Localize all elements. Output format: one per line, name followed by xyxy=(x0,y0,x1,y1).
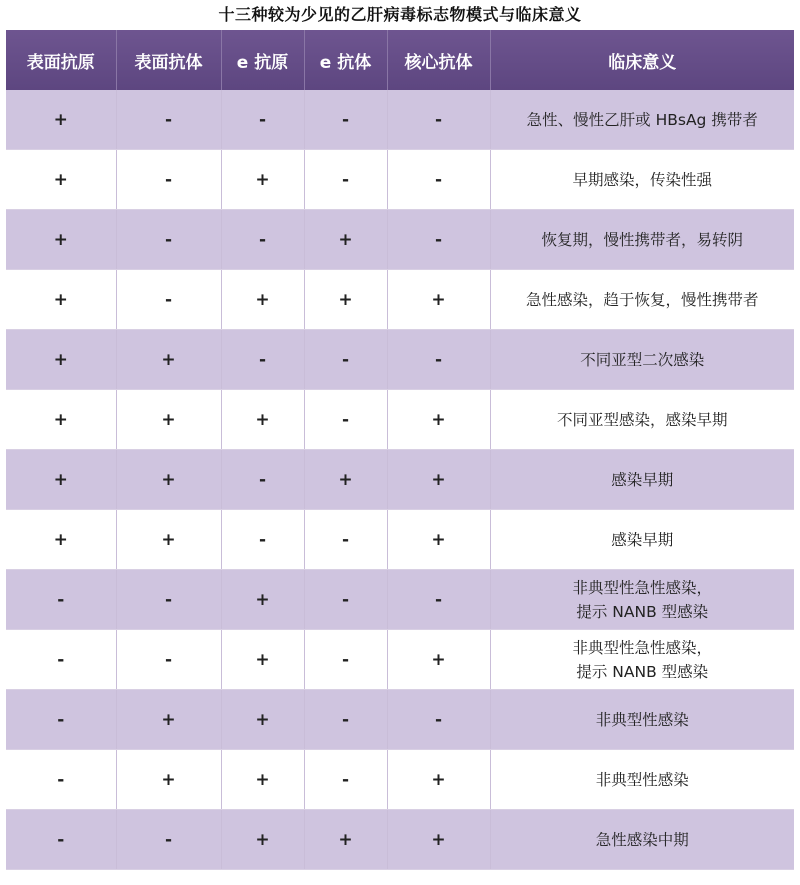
table-row xyxy=(6,690,794,750)
cell-e-antibody: + xyxy=(304,270,387,330)
cell-e-antibody: + xyxy=(304,210,387,270)
cell-core-antibody: + xyxy=(387,510,490,570)
cell-surface-antibody: + xyxy=(116,690,221,750)
cell-surface-antibody: - xyxy=(116,150,221,210)
cell-surface-antigen: - xyxy=(6,630,116,690)
cell-core-antibody: - xyxy=(387,690,490,750)
clinical-meaning-line: 急性感染，趋于恢复，慢性携带者 xyxy=(525,290,759,309)
cell-surface-antigen: + xyxy=(6,270,116,330)
cell-core-antibody: + xyxy=(387,450,490,510)
cell-core-antibody: - xyxy=(387,90,490,150)
cell-surface-antigen: + xyxy=(6,330,116,390)
table-row xyxy=(6,210,794,270)
header-surface-antibody: 表面抗体 xyxy=(116,30,221,90)
clinical-meaning-line: 非典型性感染 xyxy=(595,770,689,789)
cell-surface-antigen: - xyxy=(6,690,116,750)
cell-surface-antigen: + xyxy=(6,90,116,150)
cell-surface-antigen: + xyxy=(6,510,116,570)
clinical-meaning-line: 提示 NANB 型感染 xyxy=(576,662,709,681)
cell-e-antigen: + xyxy=(221,750,304,810)
cell-clinical-meaning xyxy=(490,690,794,750)
table-row xyxy=(6,810,794,870)
cell-core-antibody: + xyxy=(387,750,490,810)
cell-core-antibody: + xyxy=(387,630,490,690)
cell-surface-antigen: + xyxy=(6,210,116,270)
cell-clinical-meaning xyxy=(490,210,794,270)
cell-core-antibody: - xyxy=(387,570,490,630)
cell-surface-antibody: + xyxy=(116,330,221,390)
cell-e-antigen: + xyxy=(221,270,304,330)
table-body xyxy=(6,90,794,870)
cell-e-antigen: + xyxy=(221,690,304,750)
cell-core-antibody: - xyxy=(387,150,490,210)
cell-surface-antibody: + xyxy=(116,390,221,450)
clinical-meaning-line: 非典型性急性感染， xyxy=(572,578,712,597)
header-surface-antigen: 表面抗原 xyxy=(6,30,116,90)
cell-surface-antibody: - xyxy=(116,90,221,150)
table-row xyxy=(6,330,794,390)
cell-e-antibody: - xyxy=(304,330,387,390)
table-row xyxy=(6,570,794,630)
cell-e-antibody: - xyxy=(304,750,387,810)
cell-e-antibody: - xyxy=(304,150,387,210)
cell-clinical-meaning xyxy=(490,750,794,810)
cell-e-antibody: - xyxy=(304,570,387,630)
cell-surface-antigen: + xyxy=(6,450,116,510)
cell-clinical-meaning xyxy=(490,150,794,210)
header-core-antibody: 核心抗体 xyxy=(387,30,490,90)
cell-core-antibody: + xyxy=(387,810,490,870)
header-clinical-meaning: 临床意义 xyxy=(490,30,794,90)
table-row xyxy=(6,390,794,450)
cell-e-antibody: - xyxy=(304,390,387,450)
cell-surface-antibody: - xyxy=(116,810,221,870)
clinical-meaning-line: 感染早期 xyxy=(611,470,674,489)
cell-surface-antibody: + xyxy=(116,510,221,570)
table-header-row xyxy=(6,30,794,90)
clinical-meaning-line: 提示 NANB 型感染 xyxy=(576,602,709,621)
clinical-meaning-line: 急性、慢性乙肝或 HBsAg 携带者 xyxy=(526,110,758,129)
cell-e-antibody: - xyxy=(304,90,387,150)
cell-core-antibody: - xyxy=(387,210,490,270)
table-row xyxy=(6,450,794,510)
cell-surface-antigen: + xyxy=(6,390,116,450)
cell-e-antigen: - xyxy=(221,450,304,510)
cell-e-antigen: + xyxy=(221,150,304,210)
cell-clinical-meaning xyxy=(490,510,794,570)
table-row xyxy=(6,630,794,690)
cell-clinical-meaning xyxy=(490,390,794,450)
cell-e-antigen: - xyxy=(221,510,304,570)
cell-surface-antibody: - xyxy=(116,570,221,630)
cell-surface-antigen: + xyxy=(6,150,116,210)
cell-e-antibody: + xyxy=(304,450,387,510)
cell-clinical-meaning xyxy=(490,330,794,390)
cell-e-antigen: - xyxy=(221,330,304,390)
cell-clinical-meaning xyxy=(490,270,794,330)
clinical-meaning-line: 不同亚型二次感染 xyxy=(580,350,705,369)
cell-clinical-meaning xyxy=(490,570,794,630)
cell-e-antigen: + xyxy=(221,810,304,870)
cell-e-antibody: + xyxy=(304,810,387,870)
cell-surface-antibody: - xyxy=(116,630,221,690)
cell-surface-antibody: + xyxy=(116,450,221,510)
header-e-antibody: e 抗体 xyxy=(304,30,387,90)
document-title: 十三种较为少见的乙肝病毒标志物模式与临床意义 xyxy=(218,5,582,24)
cell-surface-antigen: - xyxy=(6,810,116,870)
cell-surface-antibody: - xyxy=(116,270,221,330)
cell-clinical-meaning xyxy=(490,810,794,870)
clinical-meaning-line: 不同亚型感染，感染早期 xyxy=(556,410,728,429)
cell-clinical-meaning xyxy=(490,630,794,690)
cell-surface-antigen: - xyxy=(6,750,116,810)
cell-surface-antibody: - xyxy=(116,210,221,270)
cell-clinical-meaning xyxy=(490,90,794,150)
hbv-marker-table xyxy=(6,30,794,870)
header-e-antigen: e 抗原 xyxy=(221,30,304,90)
cell-e-antigen: + xyxy=(221,390,304,450)
clinical-meaning-line: 恢复期，慢性携带者，易转阴 xyxy=(541,230,743,249)
clinical-meaning-line: 非典型性急性感染， xyxy=(572,638,712,657)
cell-clinical-meaning xyxy=(490,450,794,510)
cell-e-antibody: - xyxy=(304,690,387,750)
cell-core-antibody: + xyxy=(387,270,490,330)
table-row xyxy=(6,270,794,330)
cell-e-antibody: - xyxy=(304,510,387,570)
cell-core-antibody: + xyxy=(387,390,490,450)
table-row xyxy=(6,150,794,210)
cell-core-antibody: - xyxy=(387,330,490,390)
marker-table-container xyxy=(6,30,794,870)
cell-surface-antigen: - xyxy=(6,570,116,630)
cell-e-antigen: - xyxy=(221,90,304,150)
clinical-meaning-line: 感染早期 xyxy=(611,530,674,549)
cell-surface-antibody: + xyxy=(116,750,221,810)
clinical-meaning-line: 早期感染，传染性强 xyxy=(572,170,712,189)
cell-e-antigen: + xyxy=(221,570,304,630)
table-row xyxy=(6,90,794,150)
cell-e-antigen: - xyxy=(221,210,304,270)
clinical-meaning-line: 急性感染中期 xyxy=(595,830,689,849)
table-row xyxy=(6,750,794,810)
cell-e-antigen: + xyxy=(221,630,304,690)
cell-e-antibody: - xyxy=(304,630,387,690)
clinical-meaning-line: 非典型性感染 xyxy=(595,710,689,729)
table-row xyxy=(6,510,794,570)
